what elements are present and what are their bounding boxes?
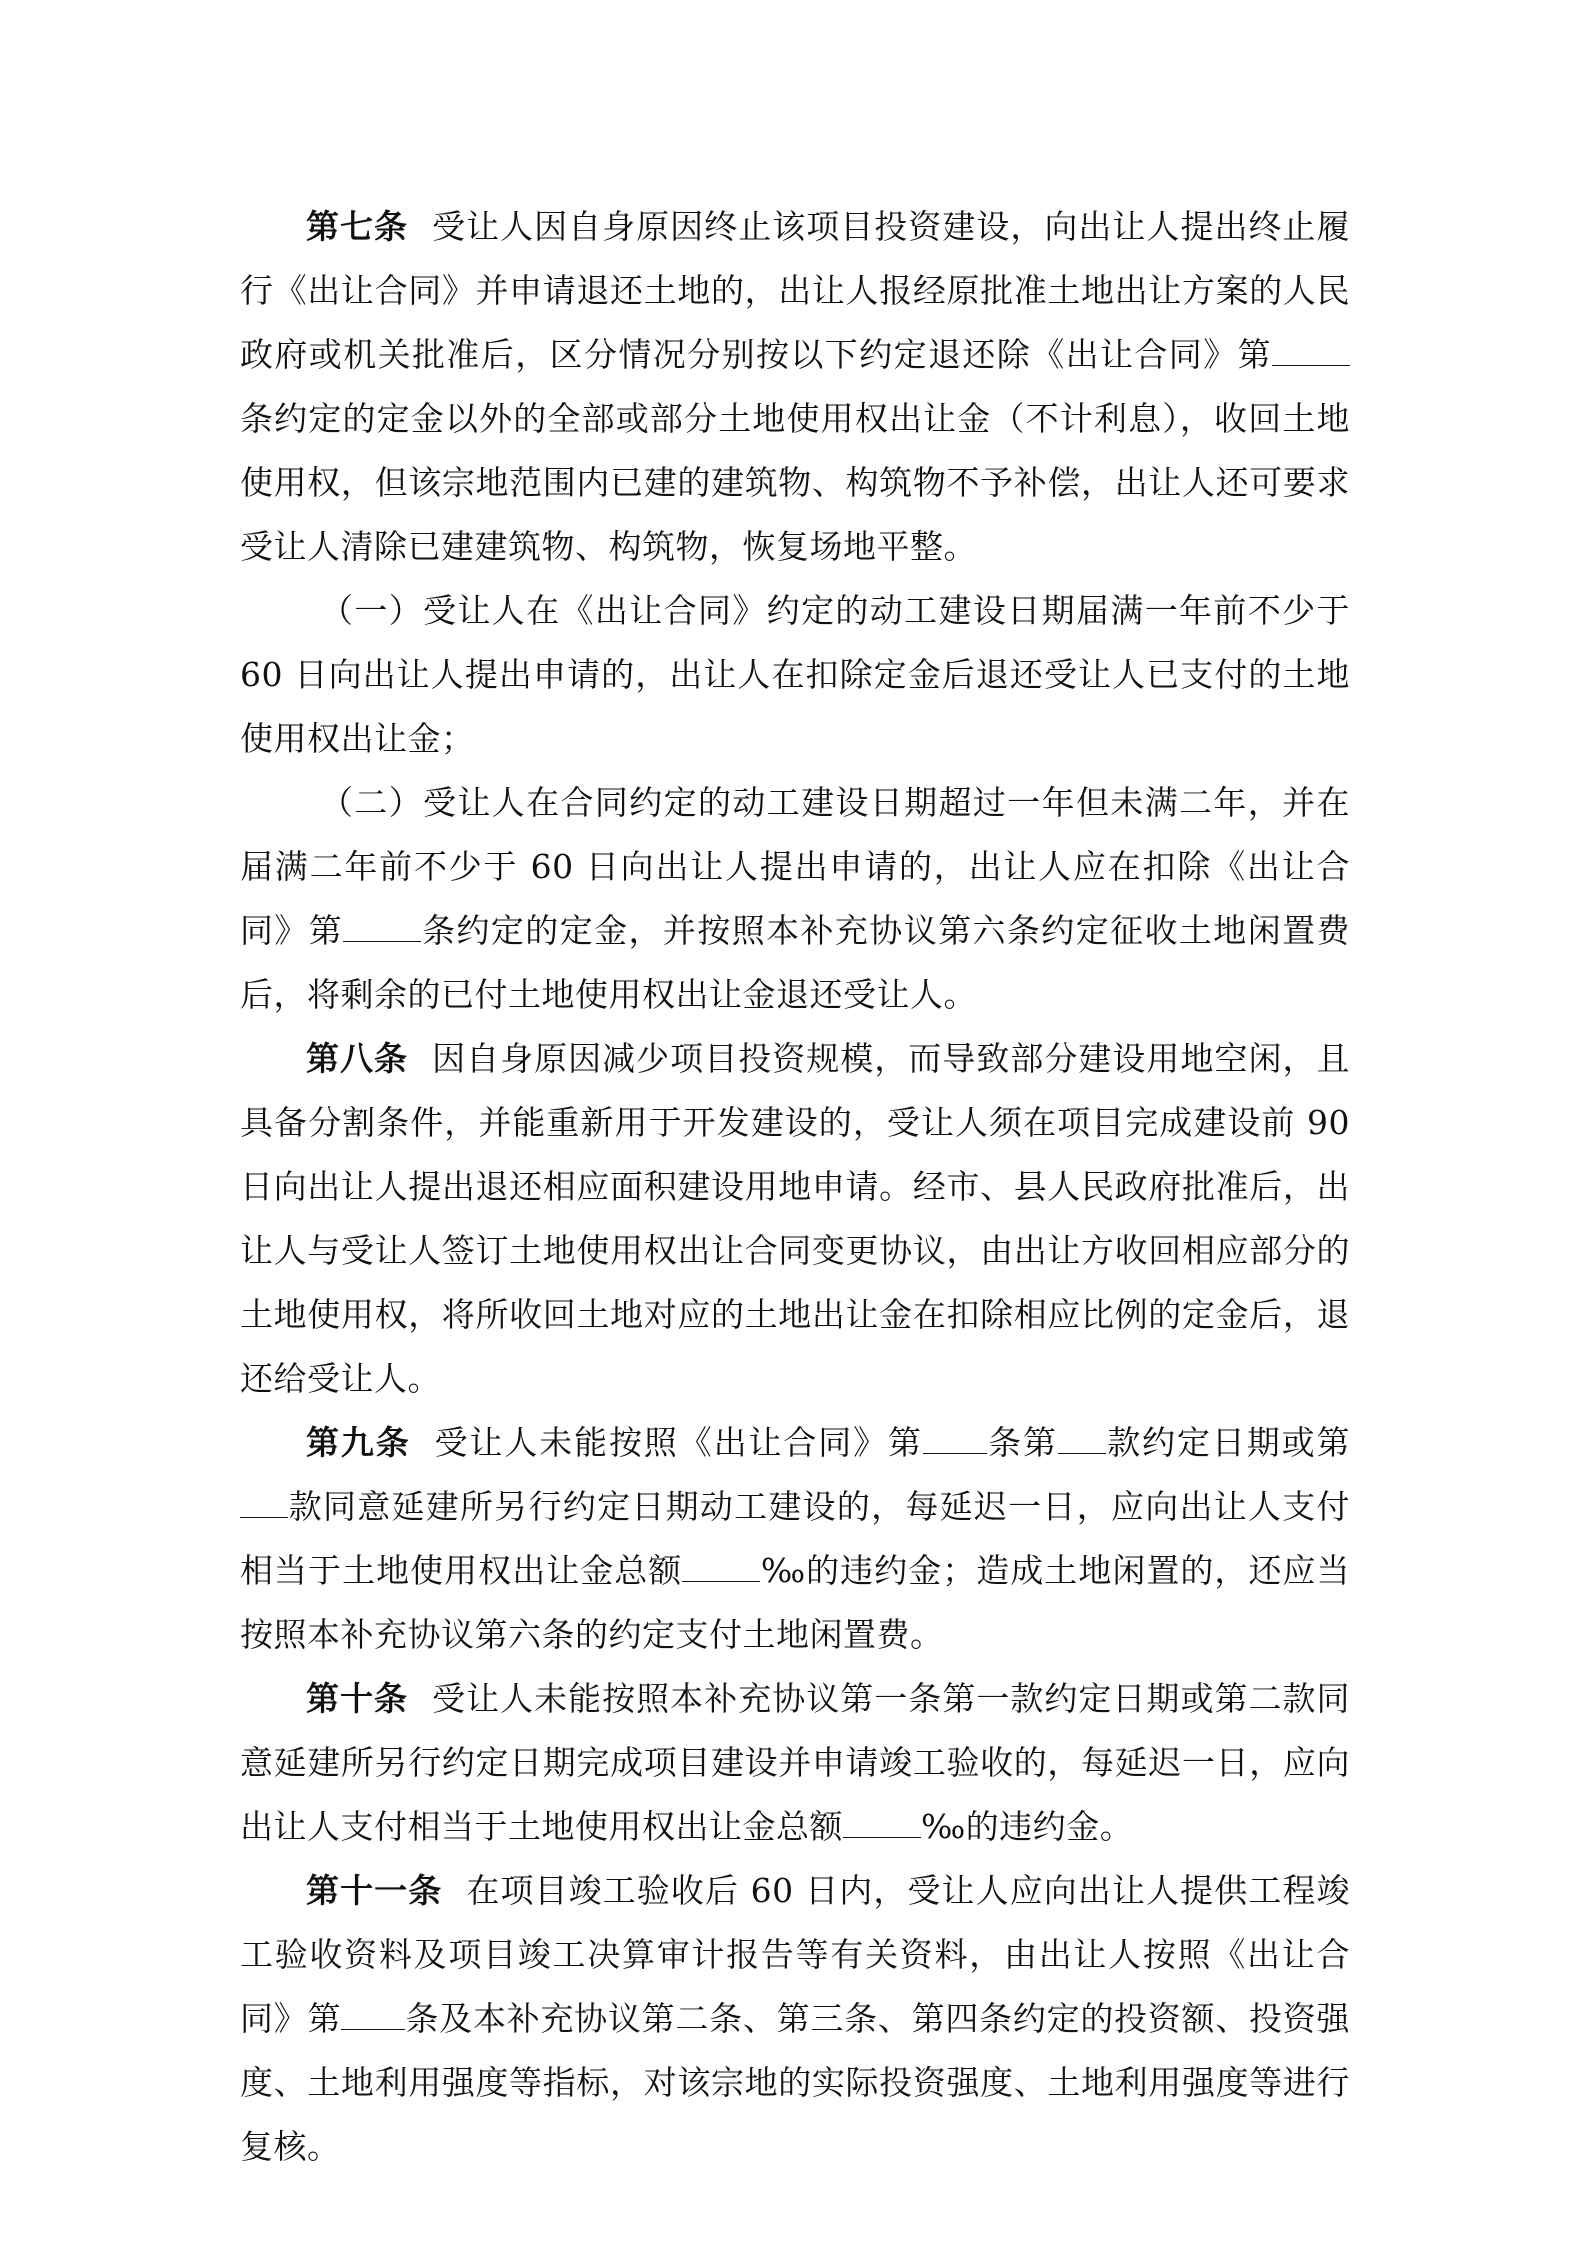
article-10-text-1: 受让人未能按照本补充协议第一条第一款约定日期或第二款同意延建所另行约定日期完成项目建设并申请竣工验收的，每延迟一日，应向出让人支付相当于土地使用权出让金总额 xyxy=(240,1679,1351,1846)
article-7-text-1: 受让人因自身原因终止该项目投资建设，向出让人提出终止履行《出让合同》并申请退还土地的，出让人报经原批准土地出让方案的人民政府或机关批准后，区分情况分别按以下约定退还除《出让合同》第 xyxy=(240,207,1351,374)
article-9-text-3: 款约定日期或第 xyxy=(1105,1423,1351,1462)
article-8 xyxy=(240,1027,1350,1411)
article-7-item-1-text: （一）受让人在《出让合同》约定的动工建设日期届满一年前不少于 60 日向出让人提出申请的，出让人在扣除定金后退还受让人已支付的土地使用权出让金； xyxy=(240,591,1350,758)
article-7-item-2-text-1: （二）受让人在合同约定的动工建设日期超过一年但未满二年，并在届满二年前不少于 60 日向出让人提出申请的，出让人应在扣除《出让合同》第 xyxy=(240,783,1350,950)
article-11 xyxy=(240,1859,1350,2179)
article-9 xyxy=(240,1411,1350,1667)
article-9-text-4: 款同意延建所另行约定日期动工建设的，每延迟一日，应向出让人支付相当于土地使用权出让金总额 xyxy=(240,1487,1350,1590)
article-7-item-2-text-2: 条约定的定金，并按照本补充协议第六条约定征收土地闲置费后，将剩余的已付土地使用权出让金退还受让人。 xyxy=(240,911,1351,1014)
blank-fill-line[interactable] xyxy=(1272,335,1350,366)
article-7-item-1 xyxy=(240,579,1350,771)
blank-fill-line[interactable] xyxy=(240,1487,288,1518)
article-7-text-2: 条约定的定金以外的全部或部分土地使用权出让金（不计利息），收回土地使用权，但该宗地范围内已建的建筑物、构筑物不予补偿，出让人还可要求受让人清除已建建筑物、构筑物，恢复场地平整。 xyxy=(240,399,1350,566)
article-9-text-2: 条第 xyxy=(986,1423,1058,1462)
article-7-heading: 第七条 xyxy=(306,207,409,246)
article-7 xyxy=(240,195,1350,579)
article-8-text: 因自身原因减少项目投资规模，而导致部分建设用地空闲，且具备分割条件，并能重新用于开发建设的，受让人须在项目完成建设前 90 日向出让人提出退还相应面积建设用地申请。经市、县人民政府批准后，出让人与受让人签订土地使用权出让合同变更协议，由出让方收回相应部分的土地使用权，将所收回土地对应的土地出让金在扣除相应比例的定金后，退还给受让人。 xyxy=(240,1039,1351,1398)
document-body xyxy=(240,195,1350,2179)
blank-fill-line[interactable] xyxy=(923,1423,987,1454)
article-11-text-1: 在项目竣工验收后 60 日内，受让人应向出让人提供工程竣工验收资料及项目竣工决算审计报告等有关资料，由出让人按照《出让合同》第 xyxy=(240,1871,1350,2038)
article-10 xyxy=(240,1667,1350,1859)
article-11-heading: 第十一条 xyxy=(306,1871,443,1910)
article-9-heading: 第九条 xyxy=(306,1423,411,1462)
blank-fill-line[interactable] xyxy=(843,1807,921,1838)
blank-fill-line[interactable] xyxy=(343,911,421,942)
blank-fill-line[interactable] xyxy=(341,1999,405,2030)
article-9-text-1: 受让人未能按照《出让合同》第 xyxy=(434,1423,923,1462)
blank-fill-line[interactable] xyxy=(682,1551,760,1582)
article-9-text-5: ‰的违约金；造成土地闲置的，还应当按照本补充协议第六条的约定支付土地闲置费。 xyxy=(240,1551,1350,1654)
article-8-heading: 第八条 xyxy=(306,1039,409,1078)
article-7-item-2 xyxy=(240,771,1350,1027)
article-10-heading: 第十条 xyxy=(306,1679,409,1718)
article-11-text-2: 条及本补充协议第二条、第三条、第四条约定的投资额、投资强度、土地利用强度等指标，对该宗地的实际投资强度、土地利用强度等进行复核。 xyxy=(240,1999,1351,2166)
article-10-text-2: ‰的违约金。 xyxy=(921,1807,1134,1846)
blank-fill-line[interactable] xyxy=(1058,1423,1106,1454)
